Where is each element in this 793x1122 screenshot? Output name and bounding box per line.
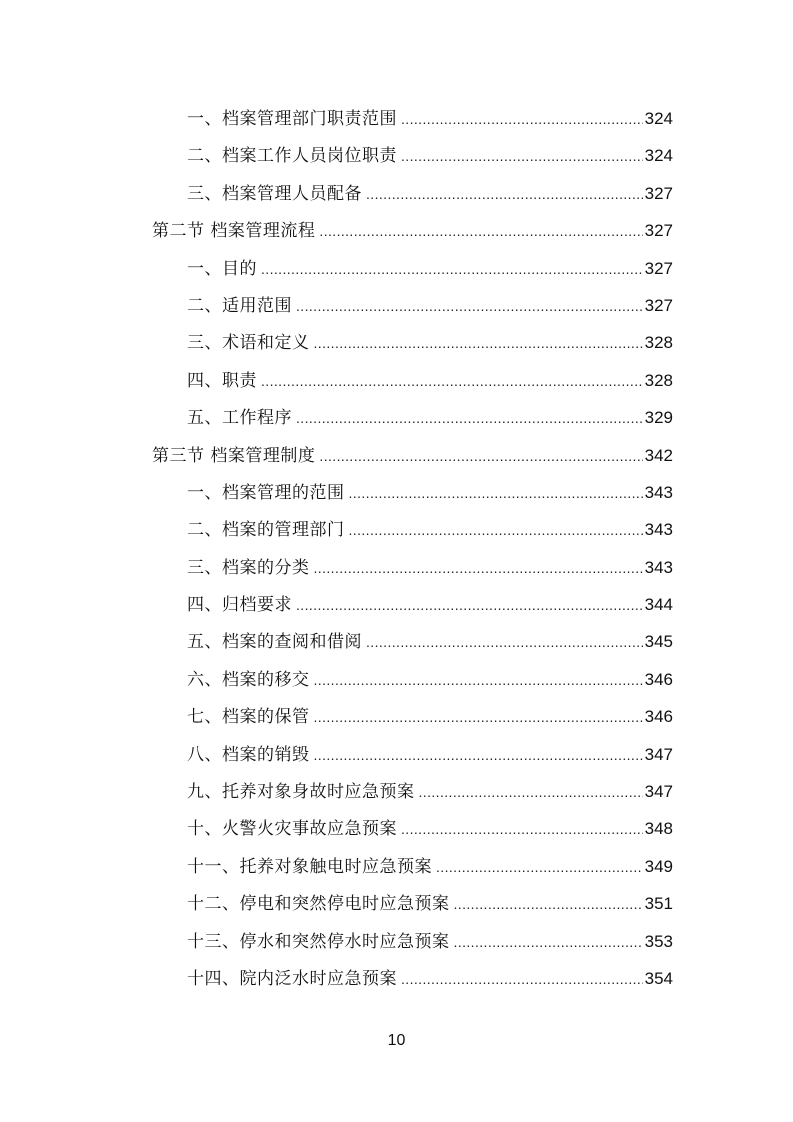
toc-item-row[interactable]: [0, 623, 793, 660]
toc-item-row[interactable]: [0, 250, 793, 287]
toc-label: 二、档案工作人员岗位职责: [187, 146, 397, 167]
toc-item-row[interactable]: [0, 324, 793, 361]
toc-page-number: 346: [644, 707, 673, 727]
toc-row-content: [187, 474, 673, 512]
toc-label: 三、档案管理人员配备: [187, 183, 362, 204]
toc-label: 一、目的: [187, 258, 257, 279]
toc-label: 第三节 档案管理制度: [152, 445, 316, 466]
toc-label: 二、适用范围: [187, 295, 292, 316]
toc-dot-leader: [314, 737, 643, 774]
toc-label: 三、术语和定义: [187, 333, 310, 354]
toc-label: 五、工作程序: [187, 408, 292, 429]
toc-item-row[interactable]: [0, 399, 793, 436]
toc-label: 九、托养对象身故时应急预案: [187, 782, 415, 803]
toc-item-row[interactable]: [0, 362, 793, 399]
toc-dot-leader: [296, 288, 643, 325]
toc-item-row[interactable]: [0, 698, 793, 735]
toc-page-number: 329: [644, 408, 673, 428]
page-number: 10: [387, 1032, 406, 1049]
toc-dot-leader: [454, 886, 643, 923]
toc-item-row[interactable]: [0, 511, 793, 548]
toc-dot-leader: [319, 438, 642, 475]
toc-row-content: [187, 250, 673, 288]
toc-dot-leader: [314, 699, 643, 736]
toc-row-content: [187, 773, 673, 811]
toc-row-content: [152, 212, 673, 250]
toc-label: 六、档案的移交: [187, 669, 310, 690]
toc-page-number: 348: [644, 819, 673, 839]
toc-dot-leader: [314, 325, 643, 362]
toc-row-content: [187, 100, 673, 138]
toc-item-row[interactable]: [0, 848, 793, 885]
toc-item-row[interactable]: [0, 175, 793, 212]
toc-item-row[interactable]: [0, 586, 793, 623]
toc-dot-leader: [349, 475, 643, 512]
toc-dot-leader: [454, 924, 643, 961]
toc-page-number: 324: [644, 109, 673, 128]
toc-label: 十二、停电和突然停电时应急预案: [187, 894, 450, 915]
toc-dot-leader: [419, 774, 643, 811]
toc-dot-leader: [401, 961, 643, 998]
toc-page-number: 342: [644, 445, 673, 465]
toc-label: 八、档案的销毁: [187, 744, 310, 765]
toc-dot-leader: [296, 400, 643, 437]
toc-label: 三、档案的分类: [187, 557, 310, 578]
toc-label: 一、档案管理部门职责范围: [187, 109, 397, 129]
toc-row-content: [187, 960, 673, 998]
toc-label: 四、归档要求: [187, 595, 292, 616]
toc-item-row[interactable]: [0, 923, 793, 960]
toc-dot-leader: [401, 811, 643, 848]
toc-row-content: [187, 848, 673, 886]
toc-dot-leader: [401, 101, 643, 138]
toc-page-number: 349: [644, 856, 673, 876]
toc-section-row[interactable]: [0, 437, 793, 474]
toc-page-number: 346: [644, 669, 673, 689]
toc-label: 四、职责: [187, 370, 257, 391]
toc-dot-leader: [366, 624, 643, 661]
toc-dot-leader: [314, 662, 643, 699]
toc-label: 五、档案的查阅和借阅: [187, 632, 362, 653]
toc-dot-leader: [296, 587, 643, 624]
toc-row-content: [187, 586, 673, 624]
toc-item-row[interactable]: [0, 960, 793, 997]
toc-row-content: [187, 549, 673, 587]
toc-page-number: 353: [644, 931, 673, 951]
toc-page-number: 347: [644, 744, 673, 764]
toc-dot-leader: [436, 849, 643, 886]
toc-item-row[interactable]: [0, 100, 793, 137]
toc-row-content: [187, 287, 673, 325]
toc-label: 一、档案管理的范围: [187, 482, 345, 503]
toc-row-content: [187, 399, 673, 437]
toc-dot-leader: [319, 213, 642, 250]
toc-page-number: 343: [644, 520, 673, 540]
toc-row-content: [187, 736, 673, 774]
toc-page-number: 327: [644, 295, 673, 315]
table-of-contents: [0, 100, 793, 997]
toc-page-number: 327: [644, 183, 673, 203]
toc-label: 十、火警火灾事故应急预案: [187, 819, 397, 840]
toc-row-content: [187, 511, 673, 549]
toc-label: 十三、停水和突然停水时应急预案: [187, 931, 450, 952]
toc-page-number: 327: [644, 258, 673, 278]
toc-row-content: [187, 623, 673, 661]
toc-row-content: [187, 810, 673, 848]
toc-page-number: 351: [644, 894, 673, 914]
toc-page-number: 327: [644, 221, 673, 241]
toc-item-row[interactable]: [0, 137, 793, 174]
toc-row-content: [187, 324, 673, 362]
toc-item-row[interactable]: [0, 287, 793, 324]
toc-page-number: 343: [644, 482, 673, 502]
toc-dot-leader: [314, 550, 643, 587]
toc-item-row[interactable]: [0, 549, 793, 586]
toc-dot-leader: [261, 363, 643, 400]
toc-row-content: [187, 661, 673, 699]
toc-label: 十一、托养对象触电时应急预案: [187, 856, 432, 877]
toc-item-row[interactable]: [0, 736, 793, 773]
toc-page-number: 354: [644, 968, 673, 988]
toc-row-content: [152, 437, 673, 475]
toc-dot-leader: [349, 512, 643, 549]
toc-dot-leader: [261, 251, 643, 288]
toc-section-row[interactable]: [0, 212, 793, 249]
toc-page-number: 347: [644, 782, 673, 802]
toc-page-number: 343: [644, 557, 673, 577]
toc-row-content: [187, 923, 673, 961]
toc-item-row[interactable]: [0, 474, 793, 511]
toc-label: 第二节 档案管理流程: [152, 221, 316, 242]
toc-row-content: [187, 698, 673, 736]
toc-item-row[interactable]: [0, 885, 793, 922]
toc-label: 十四、院内泛水时应急预案: [187, 968, 397, 989]
toc-page-number: 328: [644, 370, 673, 390]
toc-row-content: [187, 175, 673, 213]
toc-page-number: 344: [644, 595, 673, 615]
toc-item-row[interactable]: [0, 661, 793, 698]
toc-row-content: [187, 137, 673, 175]
toc-page-number: 324: [644, 146, 673, 166]
toc-label: 七、档案的保管: [187, 707, 310, 728]
toc-page-number: 328: [644, 333, 673, 353]
toc-label: 二、档案的管理部门: [187, 520, 345, 541]
toc-page-number: 345: [644, 632, 673, 652]
toc-item-row[interactable]: [0, 773, 793, 810]
toc-row-content: [187, 885, 673, 923]
toc-row-content: [187, 362, 673, 400]
toc-dot-leader: [366, 176, 643, 213]
toc-dot-leader: [401, 138, 643, 175]
toc-item-row[interactable]: [0, 810, 793, 847]
